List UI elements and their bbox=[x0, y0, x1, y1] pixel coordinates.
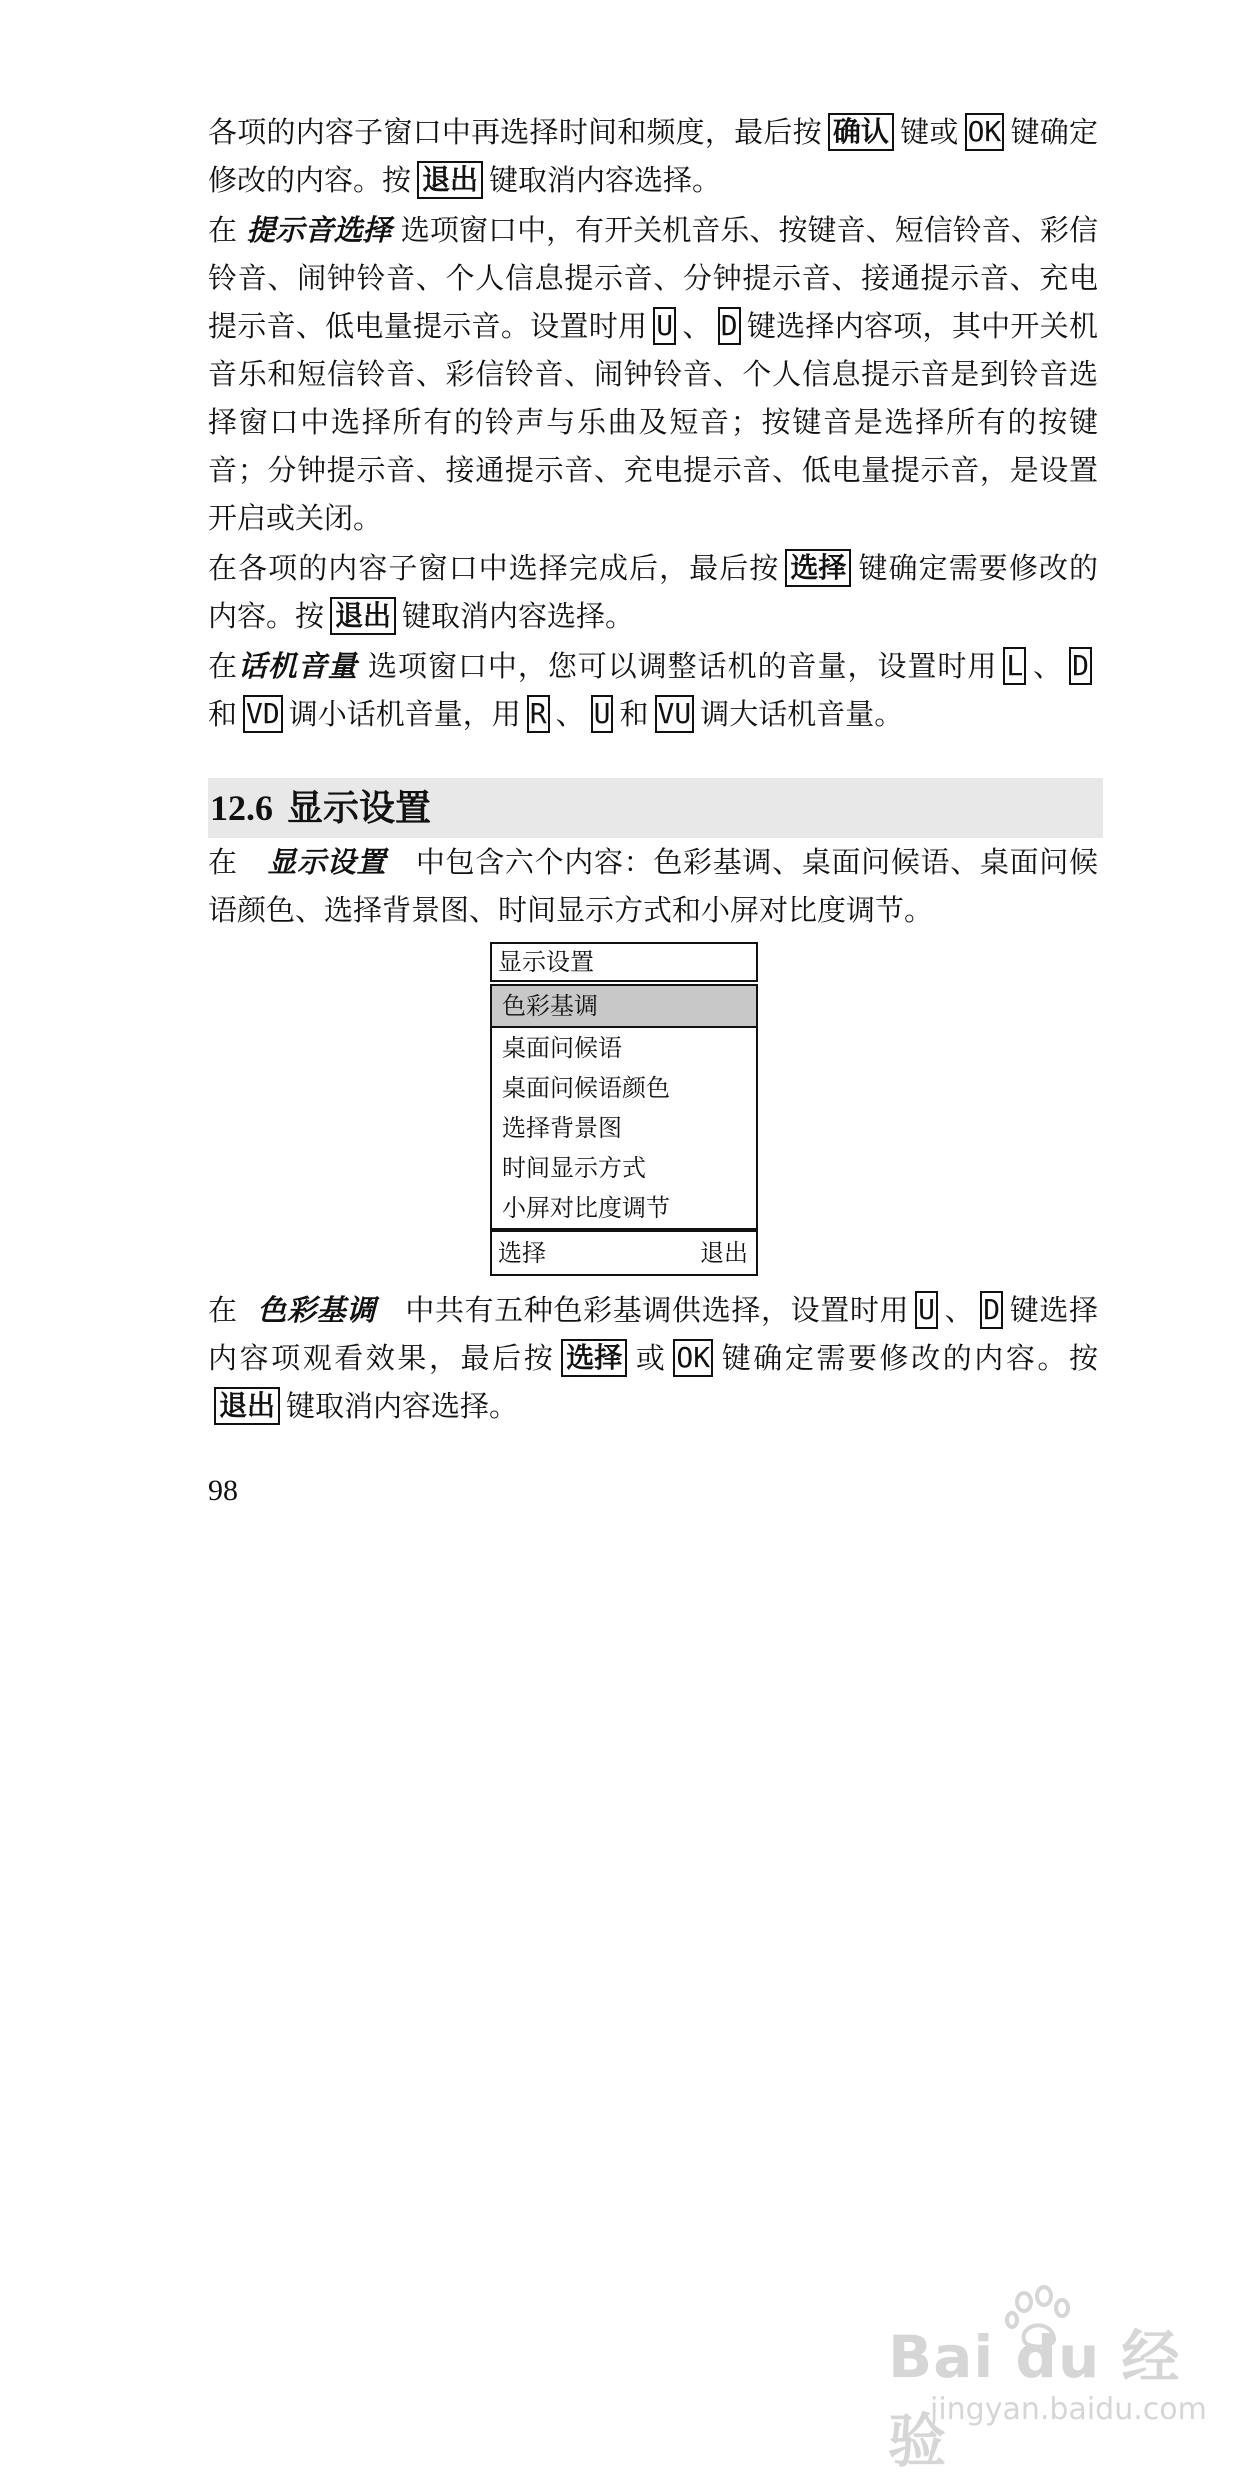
key-select: 选择 bbox=[561, 1339, 627, 1377]
baidu-jingyan-watermark bbox=[868, 2290, 1208, 2475]
key-exit: 退出 bbox=[417, 161, 483, 199]
watermark-logo: Bai du 经验 bbox=[888, 2323, 1181, 2475]
text: 在 bbox=[208, 1293, 238, 1327]
key-vd: VD bbox=[243, 695, 283, 733]
text: 或 bbox=[633, 1341, 668, 1375]
key-u: U bbox=[591, 695, 614, 733]
paragraph-display-settings bbox=[208, 838, 1098, 934]
text: 键选择内容项，其中开关机音乐和短信铃音、彩信铃音、闹钟铃音、个人信息提示音是到铃音选择窗口中选择所有的铃声与乐曲及短音；按键音是选择所有的按键音；分钟提示音、接通提示音、充电提示音、低电量提示音，是设置开启或关闭。 bbox=[208, 309, 1098, 535]
text: 键取消内容选择。 bbox=[402, 599, 635, 633]
softkey-exit-label: 退出 bbox=[700, 1239, 748, 1267]
key-ok: OK bbox=[673, 1339, 713, 1377]
menu-item-greeting-color: 桌面问候语颜色 bbox=[502, 1074, 670, 1102]
text: 键选择内容项观看效果，最后按 bbox=[208, 1293, 1098, 1375]
menu-item-desktop-greeting: 桌面问候语 bbox=[502, 1034, 622, 1062]
menu-item-contrast: 小屏对比度调节 bbox=[502, 1194, 670, 1222]
text: 在 bbox=[208, 649, 238, 683]
menu-item-color-tone: 色彩基调 bbox=[492, 986, 756, 1028]
paragraph-select-confirm bbox=[208, 544, 1098, 640]
key-confirm: 确认 bbox=[828, 113, 894, 151]
paragraph-alert-tone bbox=[208, 206, 1098, 542]
text: 在 bbox=[208, 213, 238, 247]
key-exit: 退出 bbox=[330, 597, 396, 635]
text: 、 bbox=[1032, 649, 1064, 683]
text: 键确定需要修改的内容。按 bbox=[208, 551, 1098, 633]
section-number: 12.6 bbox=[210, 788, 273, 828]
text: 、 bbox=[943, 1293, 975, 1327]
text: 键确定修改的内容。按 bbox=[208, 115, 1098, 197]
section-heading bbox=[208, 778, 1103, 838]
key-ok: OK bbox=[965, 113, 1005, 151]
watermark-url: jingyan.baidu.com bbox=[930, 2392, 1207, 2427]
softkey-select-label: 选择 bbox=[498, 1239, 546, 1267]
menu-item-background-image: 选择背景图 bbox=[502, 1114, 622, 1142]
key-d: D bbox=[1069, 647, 1092, 685]
text: 、 bbox=[682, 309, 712, 343]
key-u: U bbox=[653, 307, 676, 345]
screen-menu bbox=[490, 984, 758, 1230]
phone-screen-illustration bbox=[490, 942, 758, 1282]
key-vu: VU bbox=[655, 695, 695, 733]
key-u: U bbox=[915, 1291, 938, 1329]
text: 在 bbox=[208, 845, 238, 879]
text: 各项的内容子窗口中再选择时间和频度，最后按 bbox=[208, 115, 822, 149]
section-title: 显示设置 bbox=[287, 788, 432, 829]
key-exit: 退出 bbox=[214, 1387, 280, 1425]
text: 调小话机音量，用 bbox=[288, 697, 521, 731]
manual-page bbox=[208, 108, 1098, 1508]
text: 选项窗口中，有开关机音乐、按键音、短信铃音、彩信铃音、闹钟铃音、个人信息提示音、分钟提示音、接通提示音、充电提示音、低电量提示音。设置时用 bbox=[208, 213, 1099, 343]
text: 键确定需要修改的内容。按 bbox=[719, 1341, 1098, 1375]
screen-title: 显示设置 bbox=[490, 942, 758, 982]
text: 、 bbox=[555, 697, 585, 731]
softkey-bar bbox=[490, 1230, 758, 1276]
text: 中包含六个内容：色彩基调、桌面问候语、桌面问候语颜色、选择背景图、时间显示方式和小屏对比度调节。 bbox=[208, 845, 1098, 927]
text: 和 bbox=[208, 697, 238, 731]
text: 键取消内容选择。 bbox=[489, 163, 722, 197]
text: 键取消内容选择。 bbox=[286, 1389, 519, 1423]
text: 键或 bbox=[899, 115, 959, 149]
key-r: R bbox=[527, 695, 550, 733]
menu-item-time-display: 时间显示方式 bbox=[502, 1154, 646, 1182]
paragraph-handset-volume bbox=[208, 642, 1098, 738]
key-select: 选择 bbox=[785, 549, 851, 587]
text: 在各项的内容子窗口中选择完成后，最后按 bbox=[208, 551, 780, 585]
text: 中共有五种色彩基调供选择，设置时用 bbox=[405, 1293, 910, 1327]
emphasis-handset-volume: 话机音量 bbox=[237, 649, 358, 683]
page-number: 98 bbox=[208, 1474, 238, 1507]
text: 选项窗口中，您可以调整话机的音量，设置时用 bbox=[368, 649, 998, 683]
emphasis-alert-tone: 提示音选择 bbox=[246, 213, 392, 247]
emphasis-display-settings: 显示设置 bbox=[267, 845, 387, 879]
paragraph-color-tone bbox=[208, 1286, 1098, 1430]
text: 和 bbox=[619, 697, 649, 731]
key-d: D bbox=[718, 307, 741, 345]
key-l: L bbox=[1003, 647, 1026, 685]
paragraph-confirm-instructions bbox=[208, 108, 1098, 204]
text: 调大话机音量。 bbox=[700, 697, 904, 731]
key-d: D bbox=[980, 1291, 1003, 1329]
emphasis-color-tone: 色彩基调 bbox=[257, 1293, 376, 1327]
